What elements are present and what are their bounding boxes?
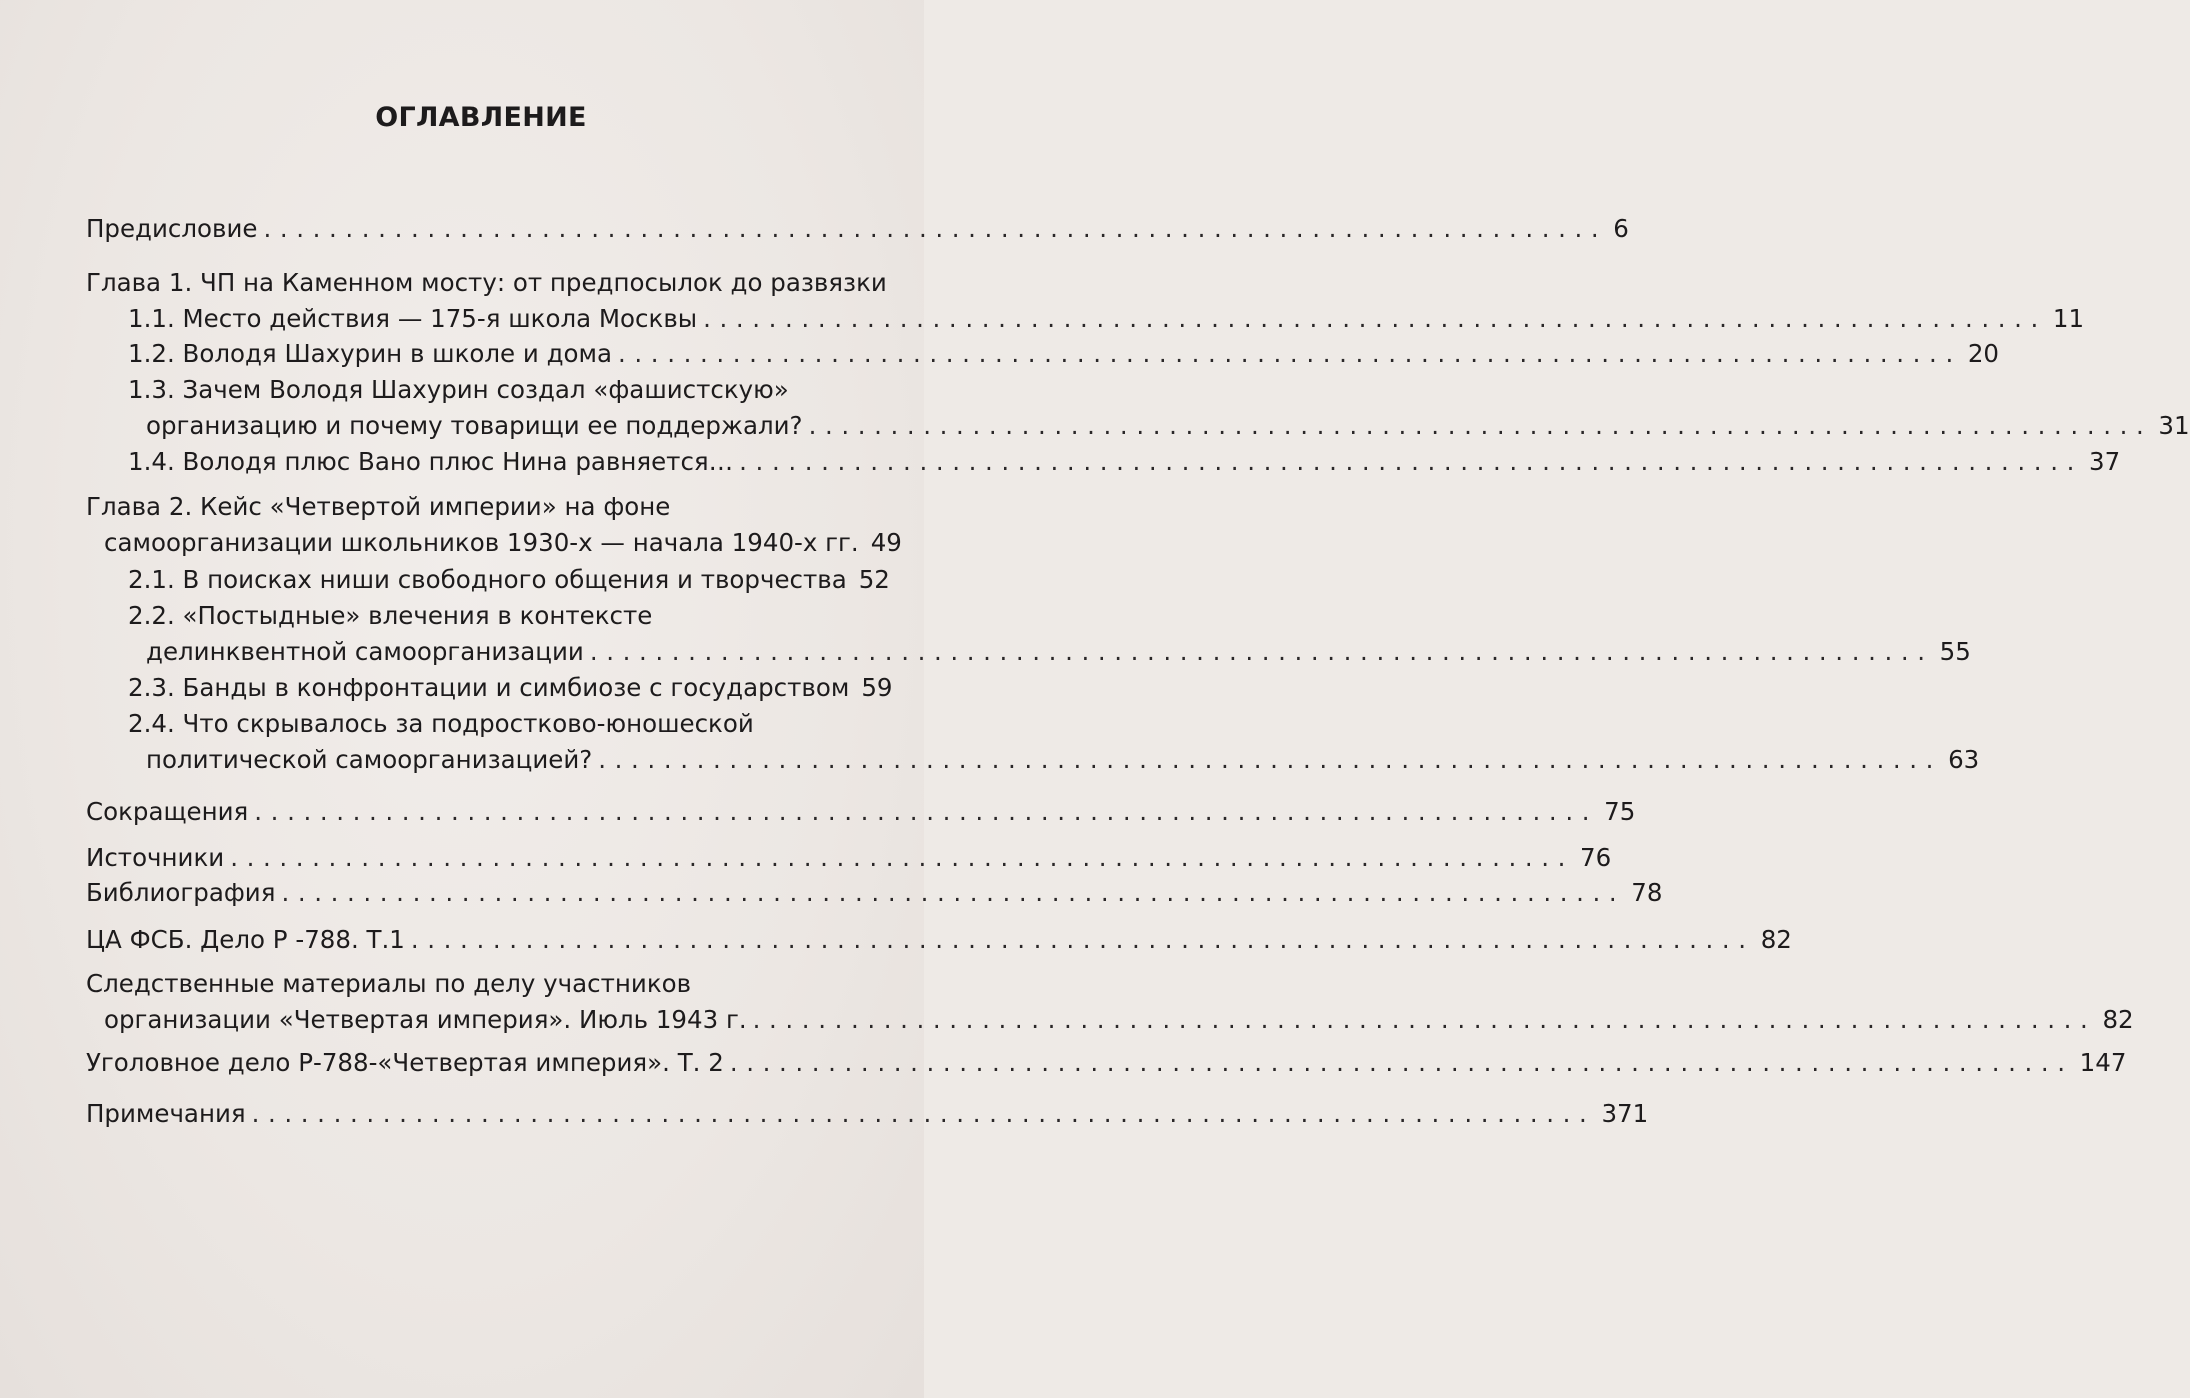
toc-entry-1-3-continued [146, 409, 2190, 443]
dot-leader: .................................................................................. [589, 637, 1934, 666]
dot-leader: .................................................................................. [739, 447, 2083, 476]
toc-page-number: 75 [1604, 797, 1636, 826]
toc-page-number: 31 [2158, 411, 2190, 440]
toc-entry-investigation-materials-continued [104, 1003, 2134, 1037]
toc-entry-title: ЦА ФСБ. Дело Р -788. Т.1 [86, 925, 405, 954]
toc-entry-title: Уголовное дело Р-788-«Четвертая империя». Т. 2 [86, 1048, 724, 1077]
dot-leader: .................................................................................. [729, 1048, 2074, 1077]
toc-entry-bibliography [86, 876, 1663, 910]
dot-leader: .................................................................................. [263, 214, 1608, 243]
toc-entry-2-4 [128, 707, 754, 741]
toc-entry-notes [86, 1097, 1649, 1131]
dot-leader: .................................................................................. [410, 925, 1755, 954]
toc-entry-chapter-2 [86, 490, 670, 524]
toc-page-number: 11 [2052, 304, 2085, 333]
toc-entry-title: 2.2. «Постыдные» влечения в контексте [128, 601, 653, 630]
toc-entry-preface [86, 212, 1629, 246]
toc-entry-abbreviations [86, 795, 1636, 829]
toc-page-number: 63 [1948, 745, 1980, 774]
toc-entry-title: 1.3. Зачем Володя Шахурин создал «фашистскую» [128, 375, 789, 404]
toc-entry-title: Примечания [86, 1099, 246, 1128]
dot-leader: .................................................................................. [598, 745, 1943, 774]
page-title: ОГЛАВЛЕНИЕ [375, 102, 587, 133]
toc-entry-investigation-materials [86, 967, 691, 1001]
toc-entry-2-3 [128, 671, 893, 705]
toc-page-number: 49 [870, 528, 902, 557]
toc-entry-title: 2.1. В поисках ниши свободного общения и творчества [128, 565, 847, 594]
toc-entry-criminal-case-vol-2 [86, 1046, 2127, 1080]
toc-page-number: 371 [1601, 1099, 1649, 1128]
toc-entry-1-3 [128, 373, 789, 407]
toc-entry-title: 1.1. Место действия — 175-я школа Москвы [128, 304, 698, 333]
toc-entry-1-1 [128, 302, 2085, 336]
toc-entry-2-2-continued [146, 635, 1971, 669]
toc-entry-title: самоорганизации школьников 1930-х — начала 1940-х гг. [104, 528, 859, 557]
toc-entry-2-2 [128, 599, 652, 633]
toc-entry-fsb-case-vol-1 [86, 923, 1792, 957]
toc-page-number: 20 [1967, 339, 2000, 368]
toc-entry-2-1 [128, 563, 890, 597]
toc-entry-1-4 [128, 445, 2121, 479]
dot-leader: .................................................................................. [230, 843, 1575, 872]
dot-leader: .................................................................................. [254, 797, 1599, 826]
toc-entry-chapter-2-continued [104, 526, 902, 560]
toc-page-number: 147 [2079, 1048, 2127, 1077]
toc-entry-chapter-1 [86, 266, 887, 300]
toc-page-number: 78 [1631, 878, 1663, 907]
toc-page-number: 82 [1760, 925, 1792, 954]
toc-page-number: 59 [861, 673, 893, 702]
toc-entry-title: 2.4. Что скрывалось за подростково-юношеской [128, 709, 754, 738]
toc-page-number: 37 [2088, 447, 2121, 476]
toc-entry-title: Глава 2. Кейс «Четвертой империи» на фоне [86, 492, 671, 521]
dot-leader: .................................................................................. [808, 411, 2153, 440]
dot-leader: .................................................................................. [752, 1005, 2097, 1034]
toc-entry-1-2 [128, 337, 2000, 371]
toc-entry-title: 1.4. Володя плюс Вано плюс Нина равняется… [128, 447, 734, 476]
toc-entry-title: Предисловие [86, 214, 258, 243]
dot-leader: .................................................................................. [251, 1099, 1596, 1128]
toc-entry-title: Глава 1. ЧП на Каменном мосту: от предпосылок до развязки [86, 268, 887, 297]
toc-entry-title: политической самоорганизацией? [146, 745, 593, 774]
toc-entry-title: 2.3. Банды в конфронтации и симбиозе с государством [128, 673, 850, 702]
dot-leader: .................................................................................. [703, 304, 2047, 333]
toc-entry-title: 1.2. Володя Шахурин в школе и дома [128, 339, 613, 368]
toc-entry-title: Источники [86, 843, 225, 872]
toc-entry-title: Сокращения [86, 797, 249, 826]
toc-page-number: 52 [858, 565, 890, 594]
dot-leader: .................................................................................. [618, 339, 1962, 368]
toc-entry-2-4-continued [146, 743, 1980, 777]
toc-entry-sources [86, 841, 1612, 875]
toc-page-number: 76 [1580, 843, 1612, 872]
toc-entry-title: организации «Четвертая империя». Июль 1943 г. [104, 1005, 747, 1034]
dot-leader: .................................................................................. [281, 878, 1626, 907]
toc-entry-title: Библиография [86, 878, 276, 907]
toc-entry-title: Следственные материалы по делу участников [86, 969, 692, 998]
toc-page-number: 82 [2102, 1005, 2134, 1034]
toc-page-number: 6 [1613, 214, 1629, 243]
toc-entry-title: делинквентной самоорганизации [146, 637, 584, 666]
toc-page-number: 55 [1939, 637, 1971, 666]
toc-entry-title: организацию и почему товарищи ее поддержали? [146, 411, 803, 440]
